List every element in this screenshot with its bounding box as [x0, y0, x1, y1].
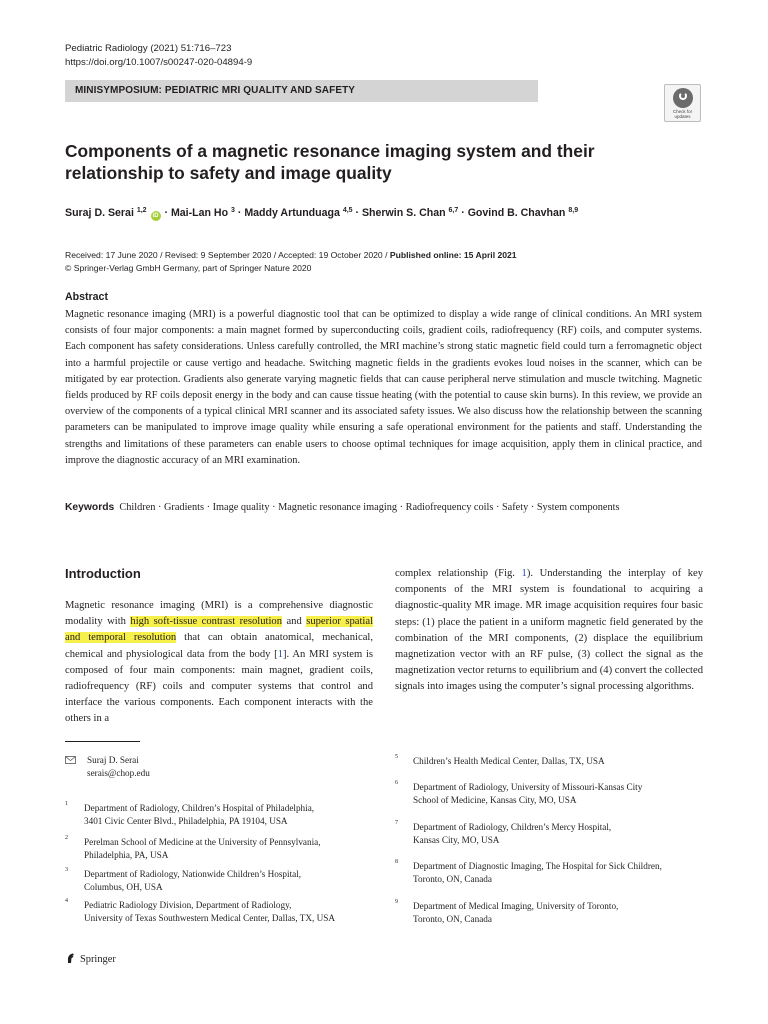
publisher-name: Springer	[80, 954, 116, 965]
crossmark-label: Check for updates	[672, 109, 693, 119]
author-name[interactable]: Maddy Artunduaga	[244, 207, 340, 219]
abstract-text: Magnetic resonance imaging (MRI) is a powerful diagnostic tool that can be optimized to display a wide range of clinical conditions. An MRI system consists of four major components: a main magnet formed by superconducting coils, gradient coils, radiofrequency (RF) coils, and computer systems. Each component has safety considerations. Unless carefully controlled, the MRI machine’s strong static magnetic field could turn a ferromagnetic object into a harmful projectile or cause vertigo and headache. Switching magnetic fields in the gradients evokes loud noises in the scanner, which can be mitigated by ear protection. Gradients also generate varying magnetic fields that can cause peripheral nerve stimulation and muscle twitching. Magnetic fields produced by RF coils deposit energy in the body and can cause tissue heating (with the potential to cause skin burns). In this review, we provide an overview of the components of a typical clinical MRI scanner and its associated safety issues. We also discuss how the relationship between the scanning parameters can be manipulated to improve image quality while ensuring a safe operational environment for the patients and staff. Understanding the strengths and limitations of these parameters can enable users to choose optimal techniques for image acquisition, apply them in clinical practice, and improve the diagnostic accuracy of an MRI examination.	[65, 309, 702, 466]
author-affiliation-sup: 1,2	[136, 207, 147, 214]
author-affiliation-sup: 8,9	[568, 207, 579, 214]
author-list: Suraj D. Serai $^{1,2}$ iD · Mai-Lan Ho $^3$ · Maddy Artunduaga $^{4,5}$ · Sherwin S. Chan $^{6,7}$ · Govind B. Chavhan $^{8,9}$	[65, 207, 579, 219]
copyright-line: © Springer-Verlag GmbH Germany, part of Springer Nature 2020	[65, 263, 312, 273]
keywords	[65, 500, 702, 516]
corresponding-author-name: Suraj D. Serai	[87, 755, 139, 765]
journal-citation: Pediatric Radiology (2021) 51:716–723	[65, 43, 232, 54]
abstract-heading: Abstract	[65, 291, 108, 303]
highlight: high soft-tissue contrast resolution	[130, 616, 283, 628]
orcid-icon[interactable]: iD	[152, 213, 159, 219]
check-for-updates-badge[interactable]	[664, 84, 701, 122]
publisher-logo	[65, 952, 116, 967]
footnote-divider	[65, 741, 140, 742]
author-name[interactable]: Mai-Lan Ho	[170, 207, 229, 219]
reference-link[interactable]: 1	[277, 648, 283, 660]
history-line: Received: 17 June 2020 / Revised: 9 September 2020 / Accepted: 19 October 2020 / Published online: 15 April 2021	[65, 250, 517, 260]
article-title: Components of a magnetic resonance imaging system and their relationship to safety and image quality	[65, 141, 595, 183]
publication-dates	[65, 249, 517, 275]
keywords-list: Children · Gradients · Image quality · Magnetic resonance imaging · Radiofrequency coils · Safety · System components	[119, 502, 620, 513]
author-name[interactable]: Suraj D. Serai	[65, 207, 134, 219]
corresponding-author-email[interactable]: serais@chop.edu	[87, 768, 150, 778]
published-online: Published online: 15 April 2021	[389, 250, 517, 260]
introduction-heading: Introduction	[65, 566, 141, 581]
section-banner: MINISYMPOSIUM: PEDIATRIC MRI QUALITY AND SAFETY	[65, 80, 538, 102]
highlight: superior spatial and temporal resolution	[65, 616, 374, 644]
journal-header	[65, 42, 252, 70]
figure-link[interactable]: 1	[521, 568, 527, 579]
author-name[interactable]: Sherwin S. Chan	[361, 207, 446, 219]
intro-left-column: Magnetic resonance imaging (MRI) is a comprehensive diagnostic modality with high soft-tissue contrast resolution and superior spatial and temporal resolution that can obtain anatomical, mechanical, chemical and physiological data from the body [1]. An MRI system is composed of four main components: main magnet, gradient coils, radiofrequency (RF) coils and computer systems that control and interface the various components. Each component interacts with the others in a	[65, 600, 374, 725]
keywords-label: Keywords	[65, 502, 115, 513]
author-affiliation-sup: 6,7	[448, 207, 459, 214]
crossmark-icon	[673, 88, 693, 108]
springer-horse-icon	[65, 952, 77, 964]
author-affiliation-sup: 4,5	[342, 207, 353, 214]
author-name[interactable]: Govind B. Chavhan	[467, 207, 566, 219]
intro-right-column: complex relationship (Fig. 1). Understanding the interplay of key components of the MRI system is foundational to acquiring a diagnostic-quality MR image. MR image acquisition requires four basic steps: (1) place the patient in a uniform magnetic field generated by the combination of the MRI components, (2) displace the equilibrium magnetization vector with an RF pulse, (3) collect the signal as the magnetization vector returns to equilibrium and (4) convert the collected signals into images using the computer’s signal processing algorithms.	[395, 568, 703, 693]
envelope-icon	[65, 756, 76, 764]
journal-doi[interactable]: https://doi.org/10.1007/s00247-020-04894-9	[65, 57, 253, 68]
author-affiliation-sup: 3	[231, 207, 235, 214]
